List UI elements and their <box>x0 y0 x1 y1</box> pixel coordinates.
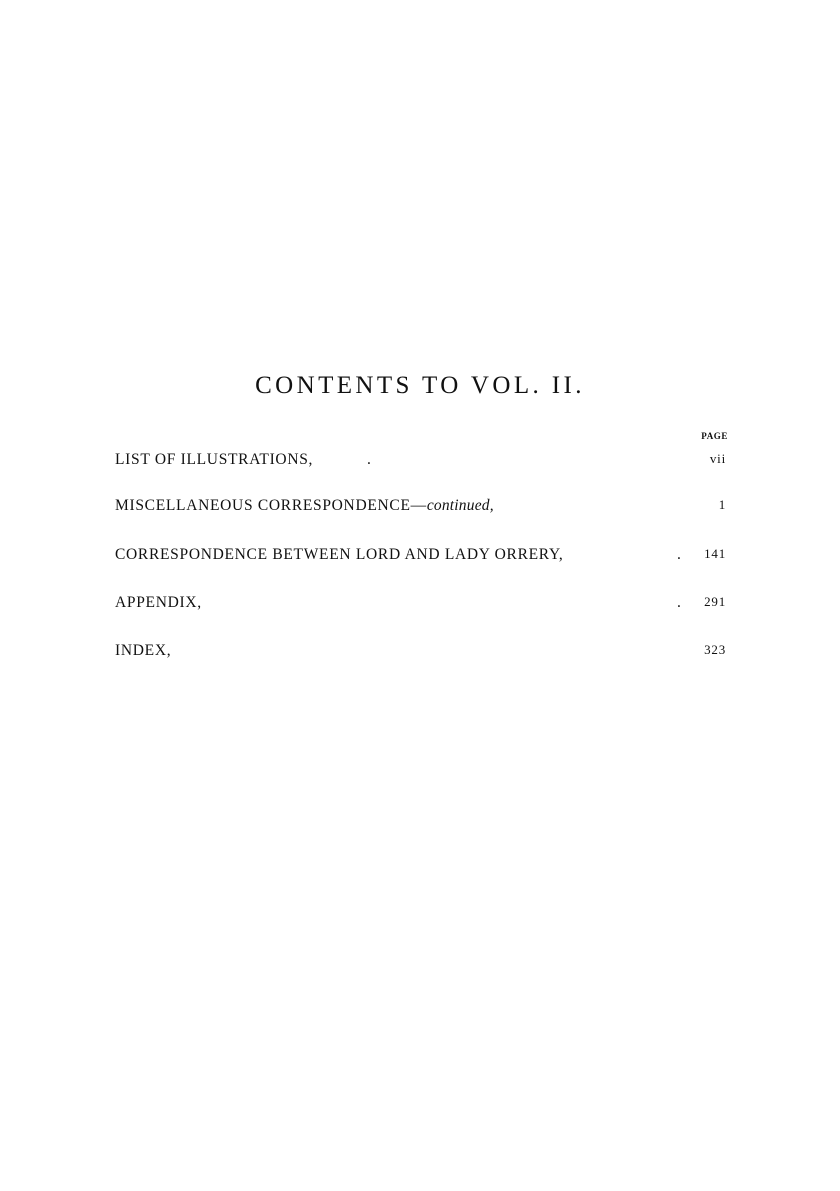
toc-entry-title-main: MISCELLANEOUS CORRESPONDENCE— <box>115 497 427 514</box>
toc-leader-dot: . <box>677 594 682 611</box>
toc-entry-page: vii <box>709 451 726 466</box>
toc-entry-title <box>115 497 494 515</box>
toc-entry-list-of-illustrations[interactable] <box>115 451 726 475</box>
toc-leader-dot: . <box>677 546 682 563</box>
page-column-label: PAGE <box>701 431 728 441</box>
toc-entry-miscellaneous-correspondence[interactable] <box>115 497 726 521</box>
toc-entry-title: LIST OF ILLUSTRATIONS, <box>115 451 314 468</box>
toc-entry-title: INDEX, <box>115 642 172 659</box>
toc-entry-title: CORRESPONDENCE BETWEEN LORD AND LADY ORRERY, <box>115 546 564 563</box>
toc-entry-page: 291 <box>704 594 726 609</box>
toc-entry-page: 141 <box>704 546 726 561</box>
contents-heading: CONTENTS TO VOL. II. <box>255 372 585 399</box>
toc-entry-title: APPENDIX, <box>115 594 202 611</box>
toc-entry-appendix[interactable] <box>115 594 726 618</box>
toc-leader-dot: . <box>367 451 372 468</box>
toc-entry-correspondence-orrery[interactable] <box>115 546 726 570</box>
toc-entry-title-suffix: continued, <box>426 497 494 514</box>
toc-entry-index[interactable] <box>115 642 726 666</box>
toc-entry-page: 323 <box>704 642 726 657</box>
toc-entry-page: 1 <box>718 497 726 512</box>
